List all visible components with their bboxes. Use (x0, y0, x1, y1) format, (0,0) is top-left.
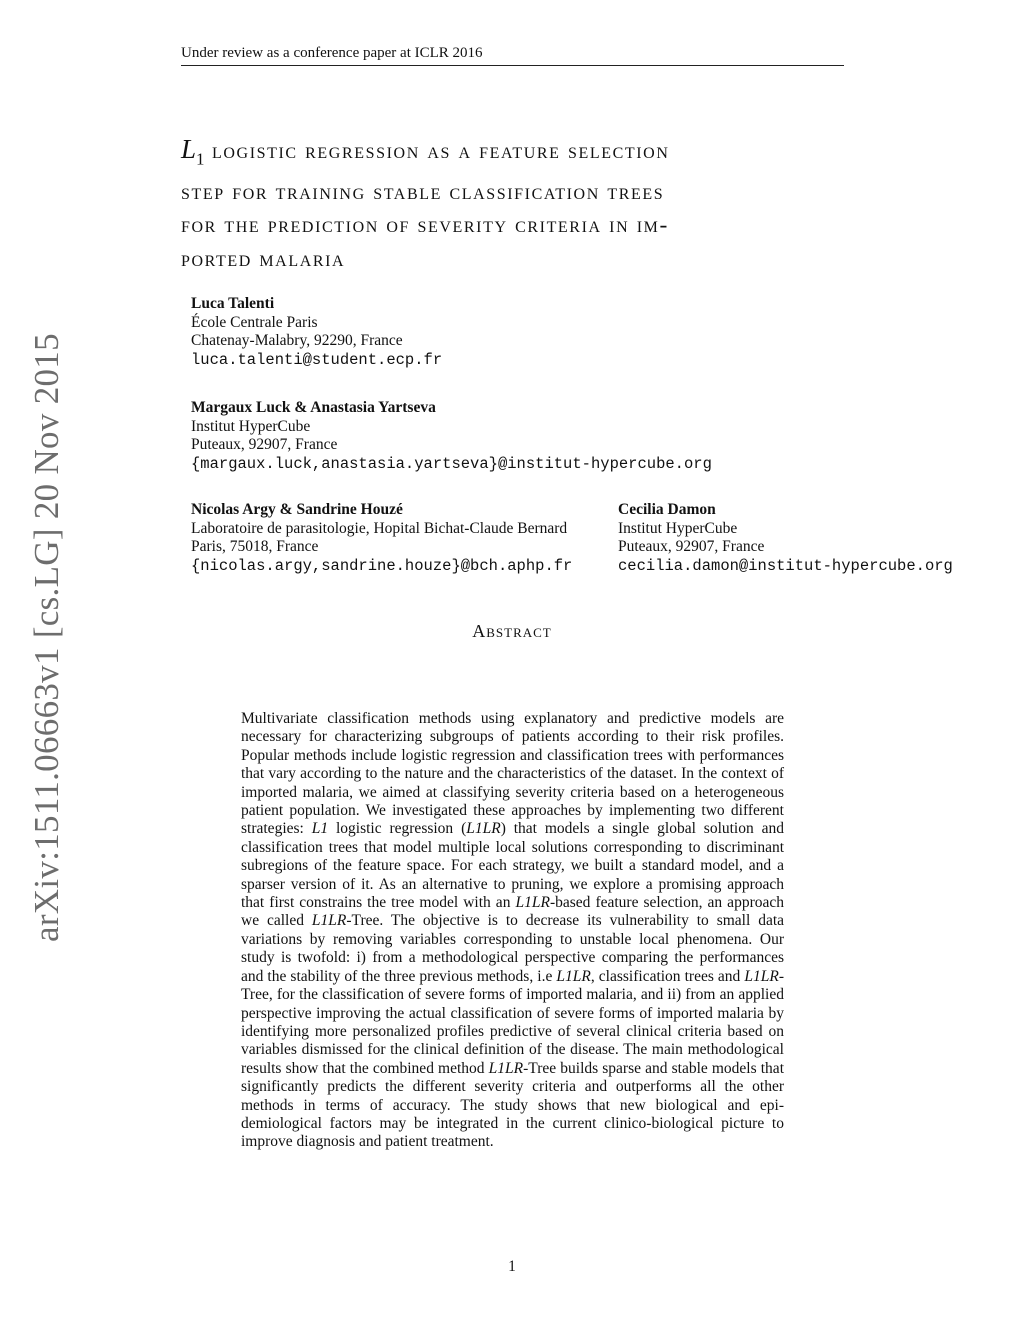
title-line-3: for the prediction of severity criteria in im- (181, 212, 669, 239)
author-email[interactable]: {margaux.luck,anastasia.yartseva}@institut-hypercube.org (191, 454, 712, 473)
abstract-math-term: L1 (311, 820, 329, 838)
author-affiliation: Institut HyperCube (191, 417, 311, 435)
author-address: Puteaux, 92907, France (191, 436, 338, 453)
author-block-2 (191, 399, 712, 473)
abstract-text: , classification trees and (590, 967, 745, 985)
paper-title (181, 133, 861, 276)
abstract-math-term: L1LR (466, 820, 501, 838)
author-affiliation: École Centrale Paris (191, 313, 318, 331)
title-line-1: logistic regression as a feature selection (204, 138, 670, 164)
title-line-2: step for training stable classification trees (181, 178, 665, 205)
abstract-body (241, 710, 784, 1152)
abstract-math-term: L1LR (556, 967, 591, 985)
author-affiliation: Institut HyperCube (618, 519, 738, 537)
author-affiliation: Laboratoire de parasitologie, Hopital Bichat-Claude Bernard (191, 519, 568, 537)
author-name: Luca Talenti (191, 295, 275, 312)
author-name: Nicolas Argy & Sandrine Houzé (191, 501, 403, 518)
author-address: Puteaux, 92907, France (618, 538, 765, 555)
abstract-text: -Tree, for the classification of severe forms of imported malaria, and ii) from an applied perspective improving the actual classification of severe forms of imported malaria by identifying more personalized profiles predictive of several clinical criteria based on variables dismissed for the clinical definition of the disease. The main methodological results show that the combined method (241, 967, 784, 1077)
abstract-text: -Tree builds sparse and stable models that significantly predicts the different severity criteria and outperforms all the other methods in terms of accuracy. The study shows that new biological and epidemiological factors may be integrated in the current clinico-biological picture to improve diagnosis and patient treatment. (241, 1059, 784, 1151)
title-line-4: ported malaria (181, 245, 346, 272)
author-name: Margaux Luck & Anastasia Yartseva (191, 399, 436, 416)
author-name: Cecilia Damon (618, 501, 716, 518)
title-math-letter: L (181, 134, 197, 164)
running-header: Under review as a conference paper at ICLR 2016 (181, 44, 844, 66)
author-address: Paris, 75018, France (191, 538, 319, 555)
title-math-l1 (181, 134, 205, 169)
author-block-3 (191, 501, 572, 575)
arxiv-identifier: arXiv:1511.06663v1 [cs.LG] 20 Nov 2015 (27, 333, 66, 942)
abstract-text: logistic regression ( (328, 820, 467, 838)
abstract-text: ) that models a single global solution and classification trees that model multiple local solutions corresponding to discriminant subregions of the feature space. For each strategy, we built a standard model, and a sparser version of it. As an alternative to pruning, we explore a promising approach that first constrains the tree model with an (241, 820, 784, 912)
abstract-math-term: L1LR (311, 912, 347, 930)
author-email[interactable]: cecilia.damon@institut-hypercube.org (618, 556, 953, 575)
author-address: Chatenay-Malabry, 92290, France (191, 332, 403, 349)
abstract-math-term: L1LR (744, 967, 779, 985)
author-email[interactable]: {nicolas.argy,sandrine.houze}@bch.aphp.fr (191, 556, 573, 575)
title-math-subscript: 1 (196, 149, 205, 169)
abstract-text: -based feature selection, an approach we called (241, 894, 784, 930)
abstract-text: Multivariate classification methods using explanatory and predictive models are necessary for characterizing subgroups of patients according to their risk profiles. Popular methods include logistic regression and classification trees with performances that vary according to the nature and the characteristics of the dataset. In the context of imported malaria, we aimed at classifying severity criteria based on a heterogeneous patient population. We investigated these approaches by implementing two different strategies: (241, 710, 784, 838)
author-email[interactable]: luca.talenti@student.ecp.fr (191, 350, 443, 369)
author-block-4 (618, 501, 953, 575)
abstract-math-term: L1LR (488, 1059, 524, 1077)
abstract-math-term: L1LR (515, 894, 550, 912)
abstract-heading: Abstract (472, 621, 552, 641)
page-number: 1 (508, 1258, 516, 1275)
author-block-1 (191, 295, 442, 369)
abstract-text: -Tree. The objective is to decrease its vulnerability to small data variations by removing variables corresponding to unstable local phenomena. Our study is twofold: i) from a methodological perspective comparing the performances and the stability of the three previous methods, i.e (241, 912, 785, 985)
